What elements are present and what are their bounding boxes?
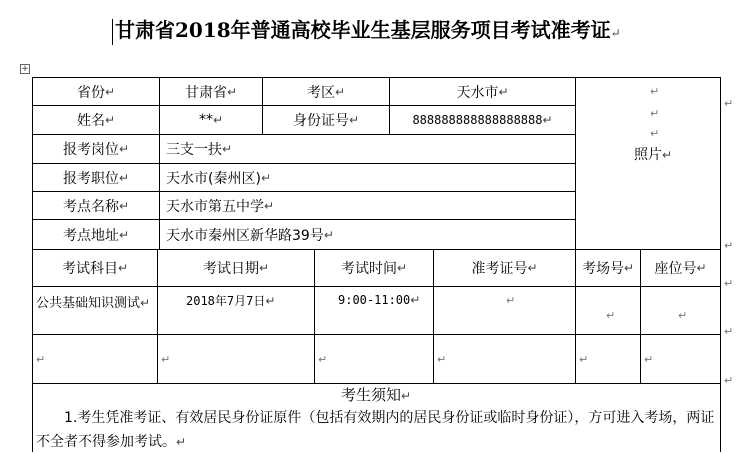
row-end-mark: ↵ xyxy=(724,239,734,252)
exam-row-room: ↵ xyxy=(606,309,616,322)
empty-row-cell: ↵ xyxy=(318,353,328,366)
post-label: 报考职位 ↵ xyxy=(62,170,130,187)
empty-row-cell: ↵ xyxy=(437,353,447,366)
row-end-mark: ↵ xyxy=(724,374,734,387)
photo-label: 照片↵ xyxy=(634,147,673,163)
site-address-label: 考点地址 ↵ xyxy=(62,227,130,244)
notice-title: 考生须知↵ xyxy=(340,386,412,404)
exam-row-date: 2018年7月7日↵ xyxy=(186,294,276,308)
empty-row-cell: ↵ xyxy=(644,353,654,366)
row-end-mark: ↵ xyxy=(724,97,734,110)
id-number-value: 888888888888888888 ↵ xyxy=(412,113,553,127)
exam-row-ticket-number: ↵ xyxy=(506,294,516,307)
empty-row-cell: ↵ xyxy=(579,353,589,366)
exam-row-time: 9:00-11:00↵ xyxy=(338,293,421,307)
row-end-mark: ↵ xyxy=(724,277,734,290)
notice-text: 1.考生凭准考证、有效居民身份证原件（包括有效期内的居民身份证或临时身份证），方可进入考场，两证不全者不得参加考试。↵ xyxy=(36,410,715,450)
name-label: 姓名 ↵ xyxy=(76,113,116,129)
photo-box: ↵ ↵ ↵ 照片↵ xyxy=(634,85,673,163)
document-title: 甘肃省2018年普通高校毕业生基层服务项目考试准考证↵ xyxy=(112,14,672,46)
exam-header-ticket-number: 准考证号 ↵ xyxy=(471,261,538,277)
site-name-label: 考点名称 ↵ xyxy=(62,198,130,215)
post-value: 天水市(秦州区) ↵ xyxy=(166,170,271,187)
exam-header-room: 考场号 ↵ xyxy=(581,261,635,277)
exam-header-seat: 座位号 ↵ xyxy=(654,261,707,277)
province-value: 甘肃省 ↵ xyxy=(184,84,238,101)
table-move-handle-icon[interactable]: + xyxy=(21,64,29,74)
exam-header-time: 考试时间 ↵ xyxy=(340,261,408,277)
empty-row-cell: ↵ xyxy=(36,353,46,366)
area-value: 天水市 ↵ xyxy=(456,84,509,101)
position-value: 三支一扶 ↵ xyxy=(166,142,233,158)
exam-header-subject: 考试科目 ↵ xyxy=(61,261,129,277)
exam-row-seat: ↵ xyxy=(678,309,688,322)
exam-row-subject: 公共基础知识测试↵ xyxy=(36,296,151,311)
name-value: ** ↵ xyxy=(198,112,224,128)
province-label: 省份 ↵ xyxy=(76,84,116,101)
position-label: 报考岗位 ↵ xyxy=(62,142,130,158)
exam-header-date: 考试日期 ↵ xyxy=(202,261,270,277)
text-cursor xyxy=(112,19,113,45)
paragraph-mark: ↵ xyxy=(610,26,621,40)
site-address-value: 天水市秦州区新华路39号 ↵ xyxy=(166,227,334,244)
site-name-value: 天水市第五中学 ↵ xyxy=(166,198,275,215)
empty-row-cell: ↵ xyxy=(161,353,171,366)
row-end-mark: ↵ xyxy=(724,325,734,338)
id-number-label: 身份证号 ↵ xyxy=(292,113,360,129)
area-label: 考区 ↵ xyxy=(306,84,346,101)
